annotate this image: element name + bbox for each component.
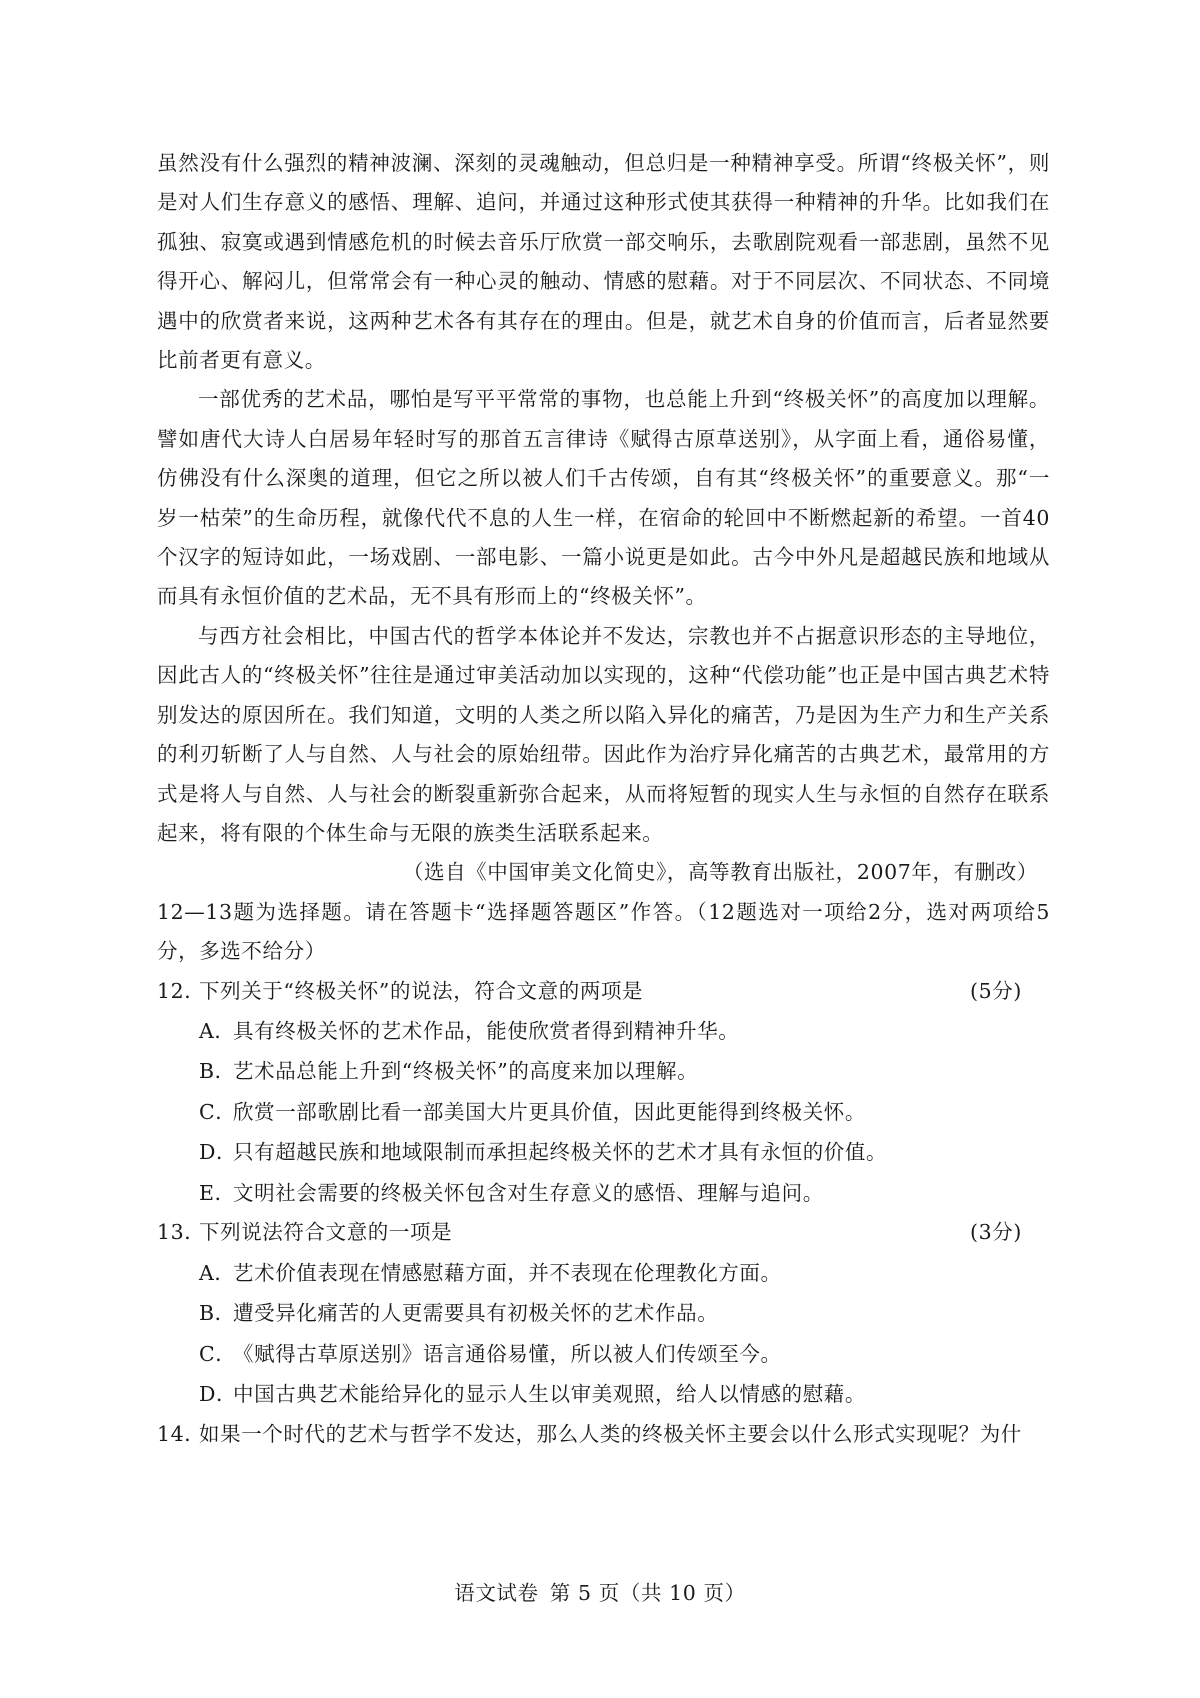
question-13 [157, 1213, 1050, 1252]
option-text: 只有超越民族和地域限制而承担起终极关怀的艺术才具有永恒的价值。 [233, 1140, 888, 1165]
question-12-stem-line [157, 972, 643, 1011]
paragraph-3: 与西方社会相比，中国古代的哲学本体论并不发达，宗教也并不占据意识形态的主导地位，因此古人的“终极关怀”往往是通过审美活动加以实现的，这种“代偿功能”也正是中国古典艺术特别发达的原因所在。我们知道，文明的人类之所以陷入异化的痛苦，乃是因为生产力和生产关系的利刃斩断了人与自然、人与社会的原始纽带。因此作为治疗异化痛苦的古典艺术，最常用的方式是将人与自然、人与社会的断裂重新弥合起来，从而将短暂的现实人生与永恒的自然存在联系起来，将有限的个体生命与无限的族类生活联系起来。 [157, 623, 1050, 845]
question-13-stem: 下列说法符合文意的一项是 [199, 1220, 453, 1245]
paragraph-1: 虽然没有什么强烈的精神波澜、深刻的灵魂触动，但总归是一种精神享受。所谓“终极关怀”，则是对人们生存意义的感悟、理解、追问，并通过这种形式使其获得一种精神的升华。比如我们在孤独、寂寞或遇到情感危机的时候去音乐厅欣赏一部交响乐，去歌剧院观看一部悲剧，虽然不见得开心、解闷儿，但常常会有一种心灵的触动、情感的慰藉。对于不同层次、不同状态、不同境遇中的欣赏者来说，这两种艺术各有其存在的理由。但是，就艺术自身的价值而言，后者显然要比前者更有意义。 [157, 151, 1050, 373]
option-letter: D． [199, 1140, 238, 1165]
page-footer [0, 1576, 1200, 1606]
option-text: 具有终极关怀的艺术作品，能使欣赏者得到精神升华。 [233, 1018, 740, 1043]
footer-page-number: 第 5 页（共 10 页） [549, 1581, 746, 1605]
q13-option-c [157, 1334, 1050, 1375]
option-letter: B． [199, 1301, 236, 1326]
option-letter: C． [199, 1099, 237, 1124]
option-text: 《赋得古草原送别》语言通俗易懂，所以被人们传颂至今。 [233, 1341, 782, 1366]
footer-subject: 语文试卷 [454, 1581, 539, 1605]
question-12-stem: 下列关于“终极关怀”的说法，符合文意的两项是 [199, 978, 644, 1003]
option-text: 中国古典艺术能给异化的显示人生以审美观照，给人以情感的慰藉。 [233, 1382, 866, 1407]
paragraph-2: 一部优秀的艺术品，哪怕是写平平常常的事物，也总能上升到“终极关怀”的高度加以理解。譬如唐代大诗人白居易年轻时写的那首五言律诗《赋得古原草送别》，从字面上看，通俗易懂，仿佛没有什么深奥的道理，但它之所以被人们千古传颂，自有其“终极关怀”的重要意义。那“一岁一枯荣”的生命历程，就像代代不息的人生一样，在宿命的轮回中不断燃起新的希望。一首40个汉字的短诗如此，一场戏剧、一部电影、一篇小说更是如此。古今中外凡是超越民族和地域从而具有永恒价值的艺术品，无不具有形而上的“终极关怀”。 [157, 387, 1050, 609]
option-letter: A． [199, 1018, 236, 1043]
q12-option-a [157, 1011, 1050, 1052]
q13-option-a [157, 1253, 1050, 1294]
option-text: 文明社会需要的终极关怀包含对生存意义的感悟、理解与追问。 [233, 1180, 824, 1205]
question-14-stem-line [157, 1415, 1022, 1454]
question-14-stem: 如果一个时代的艺术与哲学不发达，那么人类的终极关怀主要会以什么形式实现呢？为什 [199, 1421, 1022, 1446]
question-12 [157, 972, 1050, 1011]
question-12-points: (5分) [970, 978, 1022, 1003]
instructions: 12—13题为选择题。请在答题卡“选择题答题区”作答。（12题选对一项给2分，选对两项给5分，多选不给分） [157, 899, 1050, 964]
option-letter: C． [199, 1341, 237, 1366]
option-text: 遭受异化痛苦的人更需要具有初极关怀的艺术作品。 [233, 1301, 719, 1326]
question-13-number: 13． [157, 1220, 206, 1245]
option-text: 欣赏一部歌剧比看一部美国大片更具价值，因此更能得到终极关怀。 [233, 1099, 866, 1124]
q13-option-d [157, 1374, 1050, 1415]
option-letter: B． [199, 1059, 236, 1084]
q12-option-d [157, 1132, 1050, 1173]
question-13-points: (3分) [970, 1220, 1022, 1245]
option-letter: E． [199, 1180, 236, 1205]
q12-option-c [157, 1092, 1050, 1133]
page-content [157, 144, 1050, 1454]
q13-option-b [157, 1293, 1050, 1334]
option-text: 艺术价值表现在情感慰藉方面，并不表现在伦理教化方面。 [233, 1260, 782, 1285]
question-13-stem-line [157, 1213, 452, 1252]
question-14 [157, 1415, 1050, 1454]
q12-option-e [157, 1173, 1050, 1214]
option-letter: A． [199, 1260, 236, 1285]
option-text: 艺术品总能上升到“终极关怀”的高度来加以理解。 [233, 1059, 699, 1084]
option-letter: D． [199, 1382, 238, 1407]
q12-option-b [157, 1051, 1050, 1092]
question-12-number: 12． [157, 978, 206, 1003]
question-14-number: 14． [157, 1421, 206, 1446]
source-citation: （选自《中国审美文化简史》，高等教育出版社，2007年，有删改） [402, 860, 1038, 885]
